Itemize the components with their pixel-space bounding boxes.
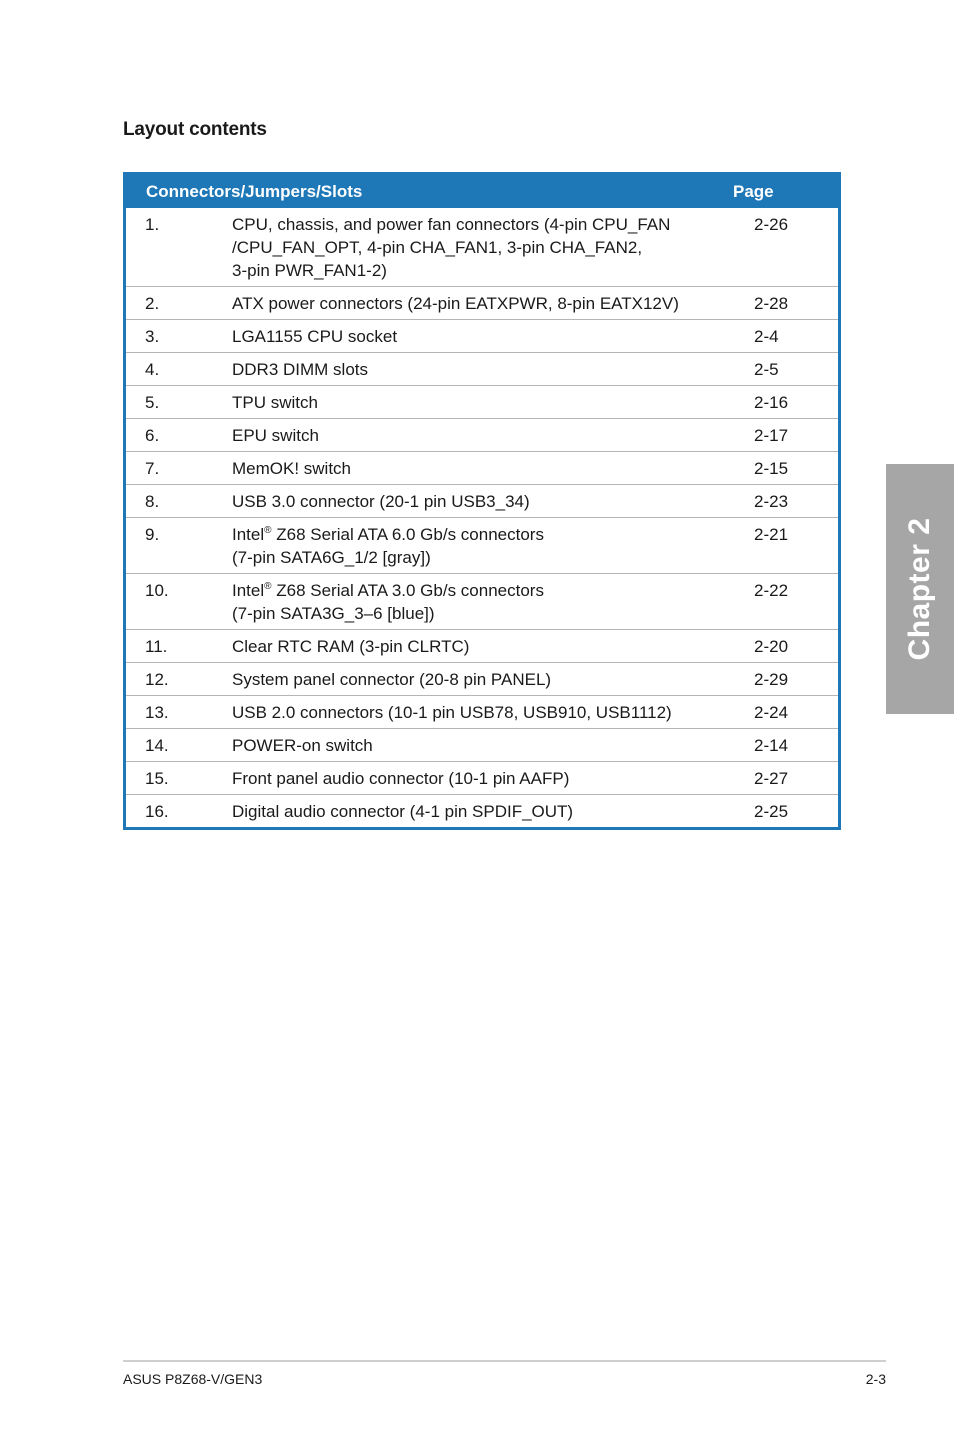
row-description bbox=[232, 767, 754, 790]
row-description bbox=[232, 734, 754, 757]
row-page: 2-24 bbox=[754, 703, 789, 722]
row-page: 2-17 bbox=[754, 426, 789, 445]
row-description bbox=[232, 391, 754, 414]
row-number: 3. bbox=[145, 327, 160, 346]
row-description bbox=[232, 292, 754, 315]
description-line: Front panel audio connector (10-1 pin AAFP) bbox=[232, 769, 570, 788]
table-row bbox=[126, 573, 838, 629]
row-number: 11. bbox=[145, 637, 168, 656]
description-line: (7-pin SATA6G_1/2 [gray]) bbox=[232, 548, 431, 567]
table-row bbox=[126, 208, 838, 286]
description-line: System panel connector (20-8 pin PANEL) bbox=[232, 670, 552, 689]
row-number: 4. bbox=[145, 360, 160, 379]
row-number: 8. bbox=[145, 492, 160, 511]
row-description bbox=[232, 523, 754, 569]
row-number: 14. bbox=[145, 736, 169, 755]
chapter-tab-label: Chapter 2 bbox=[903, 517, 936, 661]
row-page: 2-4 bbox=[754, 327, 779, 346]
registered-mark: ® bbox=[264, 581, 272, 592]
footer-model: ASUS P8Z68-V/GEN3 bbox=[123, 1371, 263, 1387]
description-line: CPU, chassis, and power fan connectors (4-pin CPU_FAN bbox=[232, 215, 671, 234]
table-row bbox=[126, 662, 838, 695]
row-page: 2-14 bbox=[754, 736, 789, 755]
row-page: 2-29 bbox=[754, 670, 789, 689]
description-line: TPU switch bbox=[232, 393, 318, 412]
table-row bbox=[126, 319, 838, 352]
description-line: DDR3 DIMM slots bbox=[232, 360, 369, 379]
row-description bbox=[232, 213, 754, 282]
description-line: USB 3.0 connector (20-1 pin USB3_34) bbox=[232, 492, 530, 511]
description-line: (7-pin SATA3G_3–6 [blue]) bbox=[232, 604, 435, 623]
header-page: Page bbox=[733, 181, 774, 201]
row-number: 9. bbox=[145, 525, 160, 544]
row-page: 2-15 bbox=[754, 459, 789, 478]
table-row bbox=[126, 484, 838, 517]
description-line: Digital audio connector (4-1 pin SPDIF_OUT) bbox=[232, 802, 574, 821]
table-header bbox=[126, 175, 838, 208]
row-number: 16. bbox=[145, 802, 169, 821]
table-row bbox=[126, 451, 838, 484]
description-line: Clear RTC RAM (3-pin CLRTC) bbox=[232, 637, 470, 656]
description-line: POWER-on switch bbox=[232, 736, 373, 755]
row-description bbox=[232, 325, 754, 348]
row-page: 2-26 bbox=[754, 215, 789, 234]
description-line: LGA1155 CPU socket bbox=[232, 327, 398, 346]
row-number: 7. bbox=[145, 459, 160, 478]
row-number: 13. bbox=[145, 703, 169, 722]
row-description bbox=[232, 800, 754, 823]
row-number: 10. bbox=[145, 581, 169, 600]
row-page: 2-21 bbox=[754, 525, 789, 544]
description-line: ATX power connectors (24-pin EATXPWR, 8-pin EATX12V) bbox=[232, 294, 679, 313]
description-line: /CPU_FAN_OPT, 4-pin CHA_FAN1, 3-pin CHA_FAN2, bbox=[232, 238, 643, 257]
table-row bbox=[126, 794, 838, 827]
row-page: 2-27 bbox=[754, 769, 789, 788]
row-page: 2-25 bbox=[754, 802, 789, 821]
row-number: 5. bbox=[145, 393, 160, 412]
row-number: 12. bbox=[145, 670, 169, 689]
row-description bbox=[232, 424, 754, 447]
brand-name: Intel bbox=[232, 525, 265, 544]
table-body bbox=[126, 208, 838, 827]
table-row bbox=[126, 418, 838, 451]
row-page: 2-22 bbox=[754, 581, 789, 600]
section-title: Layout contents bbox=[123, 119, 267, 140]
description-line: 3-pin PWR_FAN1-2) bbox=[232, 261, 387, 280]
brand-name: Intel bbox=[232, 581, 265, 600]
footer-page-number: 2-3 bbox=[865, 1371, 886, 1387]
row-page: 2-20 bbox=[754, 637, 789, 656]
row-page: 2-16 bbox=[754, 393, 789, 412]
table-row bbox=[126, 728, 838, 761]
header-label: Connectors/Jumpers/Slots bbox=[146, 181, 363, 201]
row-page: 2-23 bbox=[754, 492, 789, 511]
description-line bbox=[232, 579, 754, 602]
description-line: MemOK! switch bbox=[232, 459, 352, 478]
description-text: Z68 Serial ATA 3.0 Gb/s connectors bbox=[271, 581, 544, 600]
row-description bbox=[232, 358, 754, 381]
row-description bbox=[232, 457, 754, 480]
row-page: 2-28 bbox=[754, 294, 789, 313]
row-description bbox=[232, 668, 754, 691]
table-row bbox=[126, 352, 838, 385]
description-line: EPU switch bbox=[232, 426, 319, 445]
table-row bbox=[126, 761, 838, 794]
row-number: 15. bbox=[145, 769, 169, 788]
layout-contents-table bbox=[123, 172, 841, 830]
row-description bbox=[232, 701, 754, 724]
chapter-tab bbox=[886, 464, 954, 714]
row-description bbox=[232, 490, 754, 513]
row-description bbox=[232, 579, 754, 625]
row-number: 2. bbox=[145, 294, 160, 313]
registered-mark: ® bbox=[264, 525, 272, 536]
table-row bbox=[126, 629, 838, 662]
row-description bbox=[232, 635, 754, 658]
description-line: USB 2.0 connectors (10-1 pin USB78, USB910, USB1112) bbox=[232, 703, 672, 722]
table-row bbox=[126, 517, 838, 573]
table-row bbox=[126, 286, 838, 319]
table-row bbox=[126, 385, 838, 418]
footer-rule bbox=[123, 1360, 886, 1362]
row-number: 6. bbox=[145, 426, 160, 445]
table-row bbox=[126, 695, 838, 728]
description-text: Z68 Serial ATA 6.0 Gb/s connectors bbox=[271, 525, 544, 544]
row-number: 1. bbox=[145, 215, 160, 234]
row-page: 2-5 bbox=[754, 360, 779, 379]
description-line bbox=[232, 523, 754, 546]
